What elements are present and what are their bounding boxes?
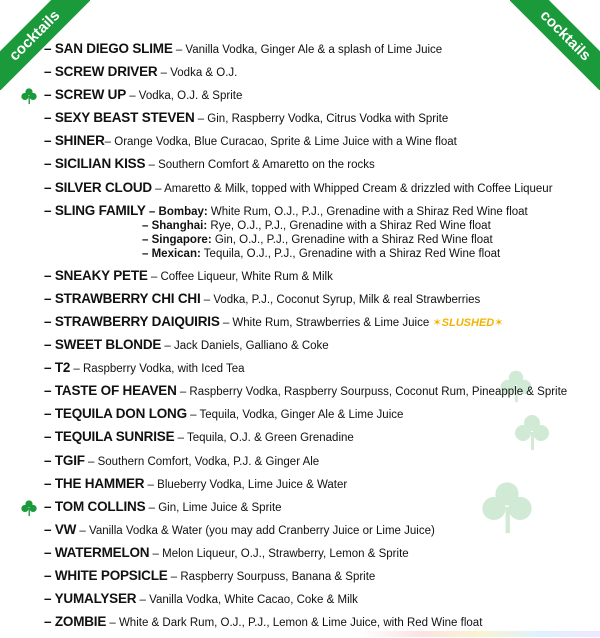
menu-item	[44, 361, 590, 376]
cocktail-name: – SHINER	[44, 133, 105, 149]
shamrock-icon	[20, 87, 38, 105]
cocktail-ingredients: – Coffee Liqueur, White Rum & Milk	[147, 270, 333, 283]
cocktail-ingredients: – Vanilla Vodka & Water (you may add Cranberry Juice or Lime Juice)	[76, 524, 435, 537]
sling-variant-ingredients: Rye, O.J., P.J., Grenadine with a Shiraz Red Wine float	[207, 219, 491, 232]
cocktail-name: – SCREW DRIVER	[44, 64, 158, 80]
cocktail-ingredients: – Amaretto & Milk, topped with Whipped Cream & drizzled with Coffee Liqueur	[151, 182, 553, 195]
menu-item	[44, 181, 590, 196]
sling-variant	[142, 219, 590, 233]
cocktail-name: – TEQUILA SUNRISE	[44, 429, 175, 445]
menu-item	[44, 338, 590, 353]
cocktail-name: – STRAWBERRY DAIQUIRIS	[44, 313, 220, 329]
corner-banner-left-label: cocktails	[0, 0, 90, 90]
cocktail-ingredients: – White Rum, Strawberries & Lime Juice	[219, 316, 433, 329]
cocktail-ingredients: – Raspberry Sourpuss, Banana & Sprite	[167, 570, 376, 583]
footer-decoration	[0, 631, 600, 637]
cocktail-name: – SEXY BEAST STEVEN	[44, 110, 195, 126]
menu-item	[44, 407, 590, 422]
cocktail-ingredients: – Vanilla Vodka, White Cacao, Coke & Milk	[136, 594, 358, 607]
menu-item	[44, 477, 590, 492]
sling-family-group	[44, 204, 590, 261]
menu-item	[44, 384, 590, 399]
menu-item	[44, 315, 590, 330]
shamrock-icon	[20, 499, 38, 517]
cocktail-name: – SAN DIEGO SLIME	[44, 41, 173, 56]
cocktail-ingredients: – Tequila, O.J. & Green Grenadine	[174, 432, 354, 445]
cocktail-ingredients: – Jack Daniels, Galliano & Coke	[161, 340, 329, 353]
menu-item	[44, 88, 590, 103]
menu-item	[44, 500, 590, 515]
cocktail-ingredients: – Southern Comfort & Amaretto on the rocks	[145, 159, 375, 172]
cocktail-name: – WHITE POPSICLE	[44, 567, 168, 583]
cocktail-name: – TOM COLLINS	[44, 498, 146, 514]
cocktail-ingredients: – Gin, Lime Juice & Sprite	[145, 501, 282, 514]
menu-item	[44, 523, 590, 538]
slushed-badge: ✶SLUSHED✶	[432, 316, 504, 329]
cocktail-ingredients: – Tequila, Vodka, Ginger Ale & Lime Juice	[186, 409, 404, 422]
sling-variant	[142, 233, 590, 247]
cocktail-name: – T2	[44, 360, 71, 376]
menu-item	[44, 292, 590, 307]
sling-variant-name: – Bombay:	[145, 205, 208, 218]
cocktail-name: – WATERMELON	[44, 544, 150, 560]
menu-item	[44, 546, 590, 561]
cocktail-ingredients: – Vodka, P.J., Coconut Syrup, Milk & real Strawberries	[200, 293, 481, 306]
menu-item	[44, 65, 590, 80]
menu-item	[44, 569, 590, 584]
menu-item	[44, 592, 590, 607]
corner-banner-right-label: cocktails	[510, 0, 600, 90]
sling-variant-name: – Shanghai:	[142, 219, 208, 232]
cocktail-name: – SNEAKY PETE	[44, 267, 148, 283]
cocktail-name: – TASTE OF HEAVEN	[44, 383, 177, 399]
cocktail-name: – SCREW UP	[44, 87, 127, 103]
menu-item	[44, 615, 590, 630]
menu-item	[44, 157, 590, 172]
menu-item	[44, 134, 590, 149]
cocktail-ingredients: – Melon Liqueur, O.J., Strawberry, Lemon & Sprite	[149, 547, 409, 560]
cocktail-name: – SWEET BLONDE	[44, 337, 162, 353]
cocktail-ingredients: – Vodka, O.J. & Sprite	[126, 90, 243, 103]
cocktail-name: – SICILIAN KISS	[44, 156, 146, 172]
cocktail-ingredients: – Raspberry Vodka, with Iced Tea	[70, 363, 245, 376]
cocktail-ingredients: – Vodka & O.J.	[157, 67, 238, 80]
cocktail-name: – SLING FAMILY	[44, 202, 146, 218]
cocktail-ingredients: – Southern Comfort, Vodka, P.J. & Ginger Ale	[84, 455, 320, 468]
sling-variant-ingredients: White Rum, O.J., P.J., Grenadine with a Shiraz Red Wine float	[207, 205, 528, 218]
cocktail-menu-list	[44, 42, 590, 638]
sling-variant-ingredients: Gin, O.J., P.J., Grenadine with a Shiraz Red Wine float	[211, 233, 493, 246]
cocktail-name: – TGIF	[44, 452, 85, 468]
cocktail-ingredients: – Blueberry Vodka, Lime Juice & Water	[144, 478, 348, 491]
cocktail-ingredients: – Vanilla Vodka, Ginger Ale & a splash of Lime Juice	[172, 44, 443, 56]
sling-variant-ingredients: Tequila, O.J., P.J., Grenadine with a Shiraz Red Wine float	[200, 247, 501, 260]
cocktail-name: – STRAWBERRY CHI CHI	[44, 290, 201, 306]
cocktail-ingredients: – Orange Vodka, Blue Curacao, Sprite & Lime Juice with a Wine float	[104, 136, 457, 149]
cocktail-name: – YUMALYSER	[44, 591, 137, 607]
cocktail-name: – THE HAMMER	[44, 475, 145, 491]
menu-item	[44, 454, 590, 469]
cocktail-ingredients: – Raspberry Vodka, Raspberry Sourpuss, Coconut Rum, Pineapple & Sprite	[176, 386, 568, 399]
menu-item	[44, 430, 590, 445]
cocktail-ingredients: – Gin, Raspberry Vodka, Citrus Vodka with Sprite	[194, 113, 449, 126]
menu-item	[44, 111, 590, 126]
sling-variant-name: – Singapore:	[142, 233, 212, 246]
cocktail-name: – ZOMBIE	[44, 614, 107, 630]
cocktail-name: – SILVER CLOUD	[44, 179, 152, 195]
sling-variant-name: – Mexican:	[142, 247, 201, 260]
menu-item	[44, 204, 590, 219]
cocktail-name: – VW	[44, 521, 77, 537]
cocktail-ingredients: – White & Dark Rum, O.J., P.J., Lemon & Lime Juice, with Red Wine float	[106, 617, 483, 630]
menu-item	[44, 42, 590, 57]
menu-item	[44, 269, 590, 284]
cocktail-name: – TEQUILA DON LONG	[44, 406, 187, 422]
sling-variant	[142, 247, 590, 261]
